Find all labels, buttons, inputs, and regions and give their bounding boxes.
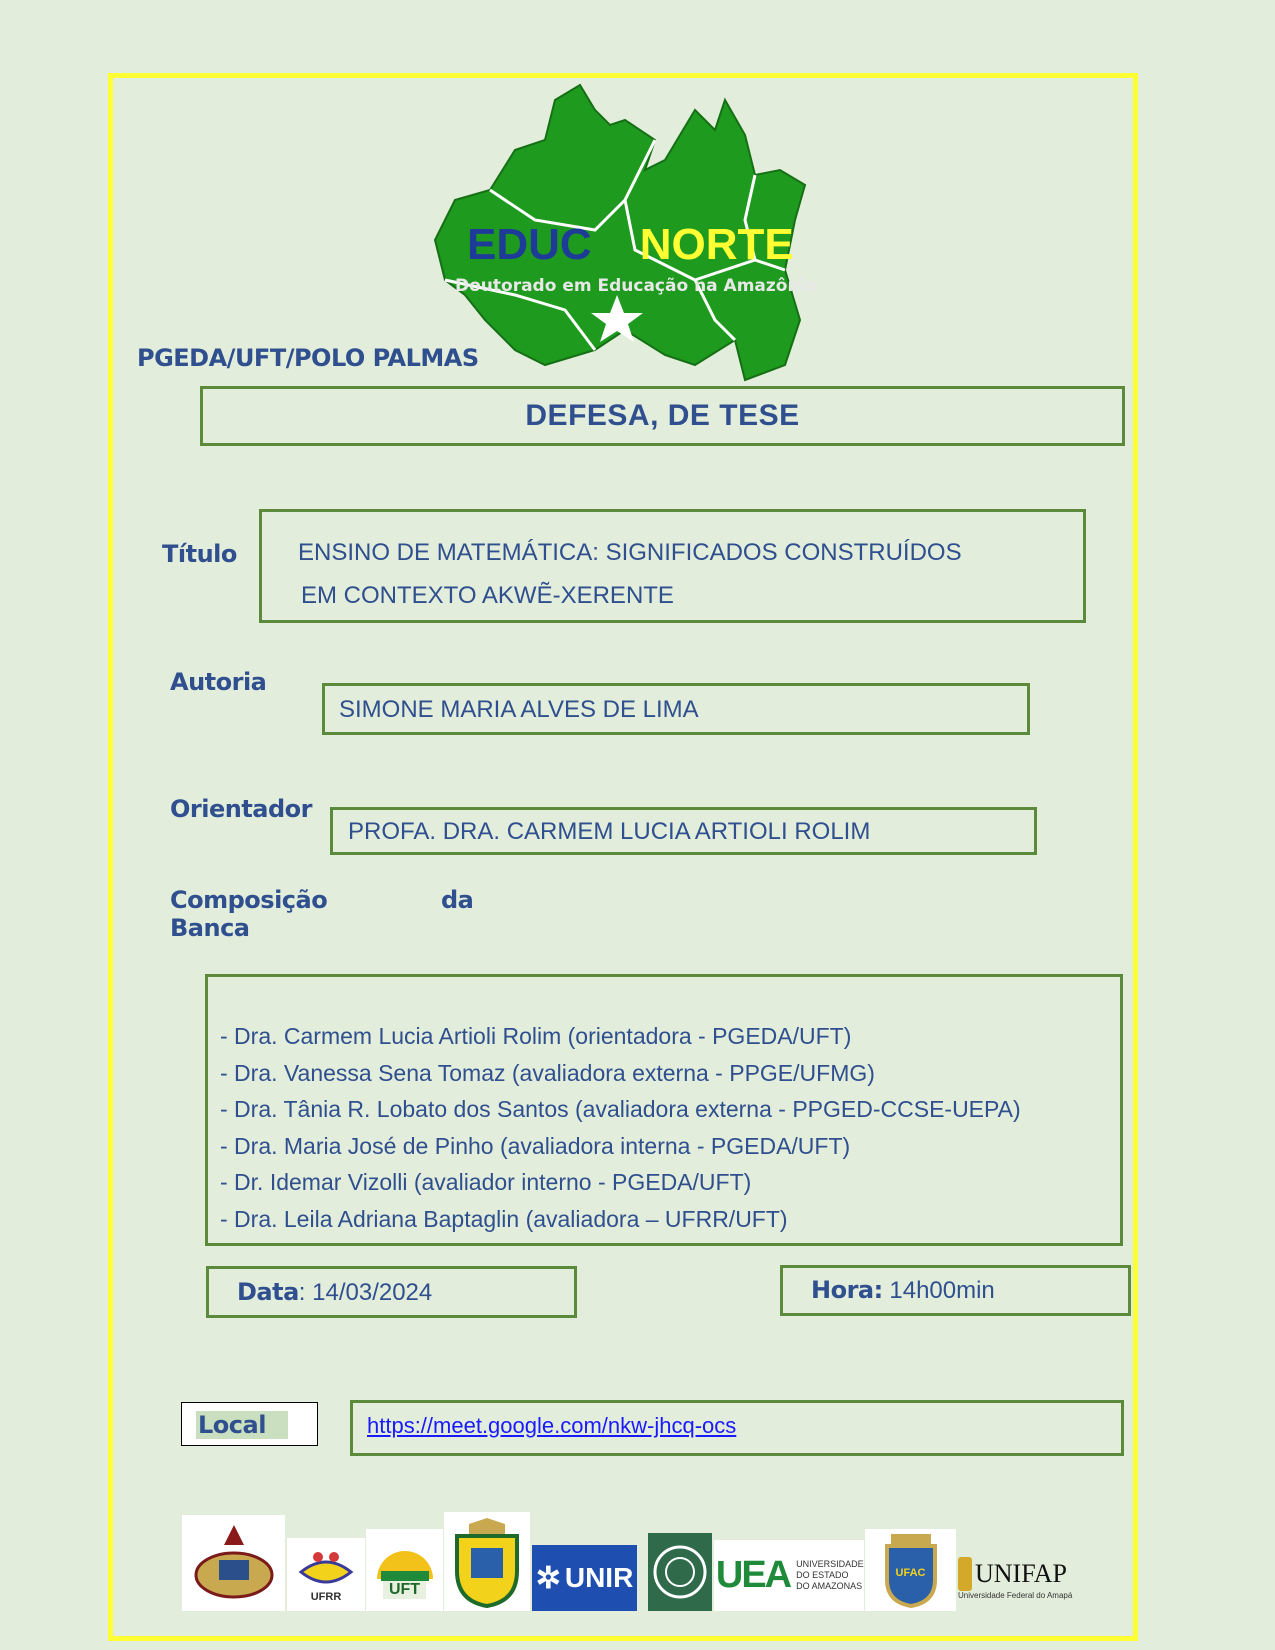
page-title: DEFESA, DE TESE <box>525 399 800 432</box>
uft-text: UFT <box>383 1581 426 1599</box>
autoria-box <box>322 683 1030 735</box>
list-item: - Dra. Tânia R. Lobato dos Santos (avaliadora externa - PPGED-CCSE-UEPA) <box>220 1096 1021 1122</box>
unifap-crest-icon <box>958 1557 972 1591</box>
banca-members-list <box>220 1018 1021 1237</box>
data-box <box>206 1266 577 1318</box>
ufrr-text: UFRR <box>310 1590 342 1603</box>
uea-logo <box>714 1540 864 1611</box>
program-name: PGEDA/UFT/POLO PALMAS <box>137 344 479 372</box>
autoria-value: SIMONE MARIA ALVES DE LIMA <box>339 696 699 723</box>
local-link-box <box>350 1400 1124 1456</box>
banca-label-1: Composição <box>170 886 328 914</box>
uea-text: UEA <box>715 1554 791 1596</box>
unir-logo <box>532 1545 637 1611</box>
uea-subtext: UNIVERSIDADE DO ESTADO DO AMAZONAS <box>796 1559 864 1591</box>
banca-label-2: da <box>441 886 474 914</box>
logo-tagline: Doutorado em Educação na Amazônia <box>455 276 817 296</box>
list-item: - Dra. Maria José de Pinho (avaliadora interna - PGEDA/UFT) <box>220 1132 851 1159</box>
list-item: - Dra. Leila Adriana Baptaglin (avaliadora – UFRR/UFT) <box>220 1205 788 1232</box>
ufrr-logo <box>287 1538 365 1611</box>
autoria-label: Autoria <box>170 668 267 696</box>
logo-brand-right: NORTE <box>639 220 794 269</box>
unifap-logo <box>958 1545 1073 1611</box>
titulo-label: Título <box>162 540 237 568</box>
titulo-line2: EM CONTEXTO AKWẼ-XERENTE <box>301 582 674 609</box>
logo-brand-left: EDUC <box>467 220 592 269</box>
unir-text: UNIR <box>564 1562 634 1593</box>
unir-star-icon: ✲ <box>535 1561 561 1595</box>
orientador-value: PROFA. DRA. CARMEM LUCIA ARTIOLI ROLIM <box>348 818 871 845</box>
unifap-subtext: Universidade Federal do Amapá <box>958 1590 1073 1600</box>
heading-box <box>200 386 1125 446</box>
ufrr-crest-icon <box>182 1515 285 1611</box>
unifap-text: UNIFAP <box>975 1558 1067 1588</box>
hora-box <box>780 1265 1131 1316</box>
orientador-label: Orientador <box>170 795 312 823</box>
local-label-box <box>181 1402 318 1446</box>
hora-value: 14h00min <box>882 1277 995 1304</box>
orientador-box <box>330 807 1037 855</box>
titulo-box <box>259 509 1086 623</box>
hora-label: Hora: <box>811 1276 883 1304</box>
data-label: Data <box>237 1278 299 1306</box>
uft-sun-icon <box>373 1541 437 1581</box>
unifesspa-seal-icon <box>648 1533 712 1611</box>
list-item: - Dr. Idemar Vizolli (avaliador interno - PGEDA/UFT) <box>220 1169 752 1195</box>
data-value: : 14/03/2024 <box>298 1279 433 1306</box>
ufrr-emblem-icon <box>296 1547 356 1591</box>
list-item: - Dra. Vanessa Sena Tomaz (avaliadora externa - PPGE/UFMG) <box>220 1059 875 1086</box>
local-label: Local <box>196 1411 288 1439</box>
ufac-logo <box>865 1529 956 1611</box>
meeting-link[interactable]: https://meet.google.com/nkw-jhcq-ocs <box>367 1413 737 1438</box>
uepa-crest-icon <box>444 1512 530 1611</box>
list-item: - Dra. Carmem Lucia Artioli Rolim (orientadora - PGEDA/UFT) <box>220 1023 852 1049</box>
ufac-text: UFAC <box>895 1567 926 1579</box>
uft-logo <box>366 1529 443 1611</box>
titulo-line1: ENSINO DE MATEMÁTICA: SIGNIFICADOS CONSTRUÍDOS <box>298 539 962 566</box>
banca-label-3: Banca <box>170 914 250 942</box>
